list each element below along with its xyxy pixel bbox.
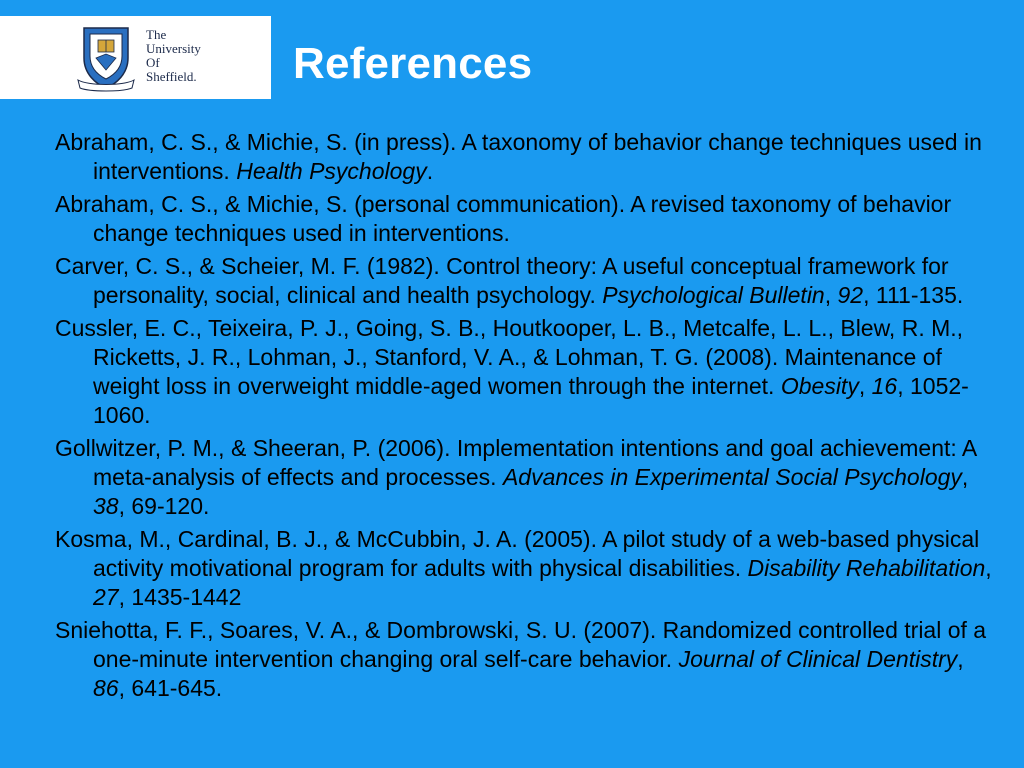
volume: 38 (93, 493, 119, 519)
reference-tail: , 641-645. (118, 675, 223, 701)
university-logo (0, 16, 271, 99)
page-title: References (293, 39, 533, 88)
separator: , (985, 555, 992, 581)
separator: , (961, 464, 969, 490)
journal-title: Psychological Bulletin (602, 282, 825, 308)
journal-title: Journal of Clinical Dentistry (678, 646, 958, 672)
reference-item (55, 190, 995, 248)
separator: , (858, 373, 872, 399)
journal-title: Obesity (780, 373, 859, 399)
journal-title: Advances in Experimental Social Psychology (502, 464, 962, 490)
reference-tail: , 1052-1060. (93, 373, 969, 428)
reference-item (55, 128, 995, 186)
reference-text: Cussler, E. C., Teixeira, P. J., Going, S. B., Houtkooper, L. B., Metcalfe, L. L., Blew, R. M., Ricketts, J. R., Lohman, J., Stanford, V. A., & Lohman, T. G. (2008). Maintenance of weight loss in overweight middle-aged women through the internet. (55, 315, 964, 399)
logo-line: The (146, 27, 167, 42)
separator: , (824, 282, 838, 308)
volume: 86 (93, 675, 119, 701)
reference-item (55, 252, 995, 310)
reference-list (55, 128, 995, 707)
logo-line: Sheffield. (146, 69, 197, 84)
reference-text: Gollwitzer, P. M., & Sheeran, P. (2006). Implementation intentions and goal achievement: A meta-analysis of effects and processes. (55, 435, 976, 490)
journal-title: Health Psychology (236, 158, 427, 184)
volume: 27 (93, 584, 119, 610)
crest-icon (76, 24, 136, 92)
reference-text: Carver, C. S., & Scheier, M. F. (1982). Control theory: A useful conceptual framework for personality, social, clinical and health psychology. (55, 253, 949, 308)
logo-line: Of (146, 55, 160, 70)
journal-title: Disability Rehabilitation (747, 555, 986, 581)
reference-item (55, 434, 995, 521)
reference-text: Kosma, M., Cardinal, B. J., & McCubbin, J. A. (2005). A pilot study of a web-based physical activity motivational program for adults with physical disabilities. (55, 526, 980, 581)
reference-item (55, 525, 995, 612)
reference-text: Abraham, C. S., & Michie, S. (in press). A taxonomy of behavior change techniques used in interventions. (55, 129, 982, 184)
reference-tail: , 69-120. (118, 493, 210, 519)
volume: 92 (837, 282, 864, 308)
reference-item (55, 616, 995, 703)
logo-line: University (146, 41, 201, 56)
reference-tail: , 111-135. (863, 282, 964, 308)
volume: 16 (871, 373, 898, 399)
university-name (146, 28, 201, 84)
separator: , (957, 646, 964, 672)
reference-text: Abraham, C. S., & Michie, S. (personal communication). A revised taxonomy of behavior change techniques used in interventions. (55, 191, 952, 246)
reference-tail: , 1435-1442 (118, 584, 242, 610)
reference-text: Sniehotta, F. F., Soares, V. A., & Dombrowski, S. U. (2007). Randomized controlled trial of a one-minute intervention changing oral self-care behavior. (55, 617, 987, 672)
reference-item (55, 314, 995, 430)
reference-tail: . (426, 158, 434, 184)
